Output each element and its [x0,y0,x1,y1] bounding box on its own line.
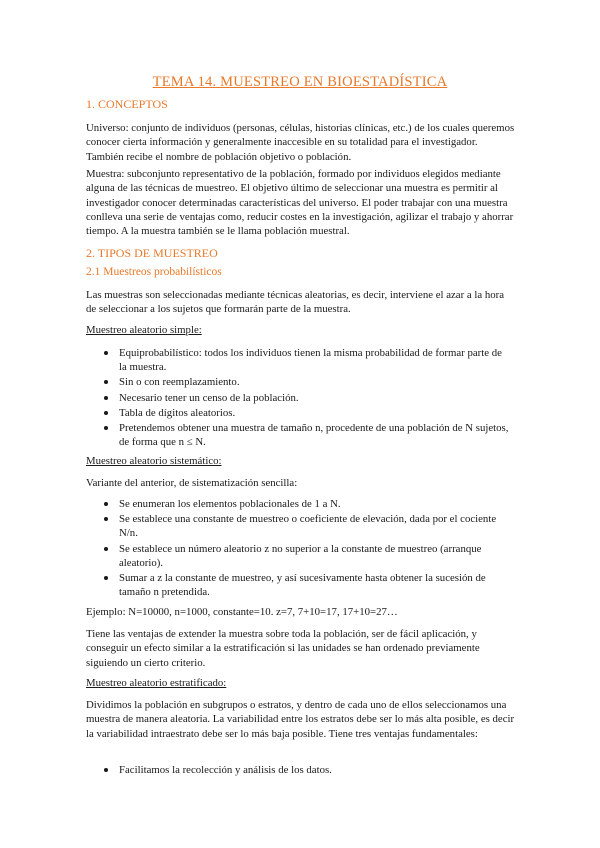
paragraph-probabilisticos-intro: Las muestras son seleccionadas mediante técnicas aleatorias, es decir, interviene el azar a la hora de seleccionar a los sujetos que formarán parte de la muestra. [86,289,505,316]
page-title: TEMA 14. MUESTREO EN BIOESTADÍSTICA [152,74,448,90]
list-item: Se establece una constante de muestreo o coeficiente de elevación, dada por el cociente N/n. [104,512,512,540]
section-heading-conceptos: 1. CONCEPTOS [86,97,168,111]
bullet-icon [104,576,108,580]
bullet-icon [104,411,108,415]
list-item: Pretendemos obtener una muestra de tamaño n, procedente de una población de N sujetos, de forma que n ≤ N. [104,421,512,449]
list-item: Sumar a z la constante de muestreo, y así sucesivamente hasta obtener la sucesión de tamaño n pretendida. [104,571,512,599]
bullet-icon [104,517,108,521]
paragraph-estratificado-intro: Dividimos la población en subgrupos o estratos, y dentro de cada uno de ellos seleccionamos una muestra de manera aleatoria. La variabilidad entre los estratos debe ser lo más alta posible, es decir la variabilidad intraestrato debe ser lo más baja posible. Tiene tres ventajas fundamentales: [86,699,515,740]
bullet-icon [104,396,108,400]
paragraph-sistematico-intro: Variante del anterior, de sistematización sencilla: [86,477,298,489]
heading-muestreo-simple: Muestreo aleatorio simple: [86,324,202,336]
list-muestreo-sistematico [104,497,512,600]
paragraph-ventajas: Tiene las ventajas de extender la muestra sobre toda la población, ser de fácil aplicación, y conseguir un efecto similar a la estratificación si las unidades se han ordenado previamente siguiendo un cierto criterio. [86,628,480,669]
list-muestreo-estratificado [104,763,512,778]
paragraph-ejemplo: Ejemplo: N=10000, n=1000, constante=10. z=7, 7+10=17, 17+10=27… [86,606,398,618]
list-item: Se enumeran los elementos poblacionales de 1 a N. [104,497,512,511]
bullet-icon [104,426,108,430]
list-muestreo-simple [104,346,512,450]
list-item: Se establece un número aleatorio z no superior a la constante de muestreo (arranque aleatorio). [104,542,512,570]
list-item: Necesario tener un censo de la población. [104,391,512,405]
list-item: Sin o con reemplazamiento. [104,375,512,389]
bullet-icon [104,768,108,772]
heading-muestreo-sistematico: Muestreo aleatorio sistemático: [86,455,222,467]
list-item: Tabla de dígitos aleatorios. [104,406,512,420]
paragraph-muestra: Muestra: subconjunto representativo de la población, formado por individuos elegidos mediante alguna de las técnicas de muestreo. El objetivo último de seleccionar una muestra es permitir al investigador conocer determinadas características del universo. El poder trabajar con una muestra conlleva una serie de ventajas como, reducir costes en la investigación, agilizar el trabajo y ahorrar tiempo. A la muestra también se le llama población muestral. [86,168,514,238]
heading-muestreo-estratificado: Muestreo aleatorio estratificado: [86,677,227,689]
bullet-icon [104,547,108,551]
list-item: Equiprobabilístico: todos los individuos tienen la misma probabilidad de formar parte de la muestra. [104,346,512,374]
subsection-heading-probabilisticos: 2.1 Muestreos probabilísticos [86,266,222,278]
bullet-icon [104,502,108,506]
bullet-icon [104,351,108,355]
section-heading-tipos: 2. TIPOS DE MUESTREO [86,246,218,260]
list-item: Facilitamos la recolección y análisis de los datos. [104,763,512,777]
paragraph-universo: Universo: conjunto de individuos (personas, células, historias clínicas, etc.) de los cuales queremos conocer cierta información y generalmente inaccesible en su totalidad para el investigador. También recibe el nombre de población objetivo o población. [86,122,515,163]
bullet-icon [104,380,108,384]
